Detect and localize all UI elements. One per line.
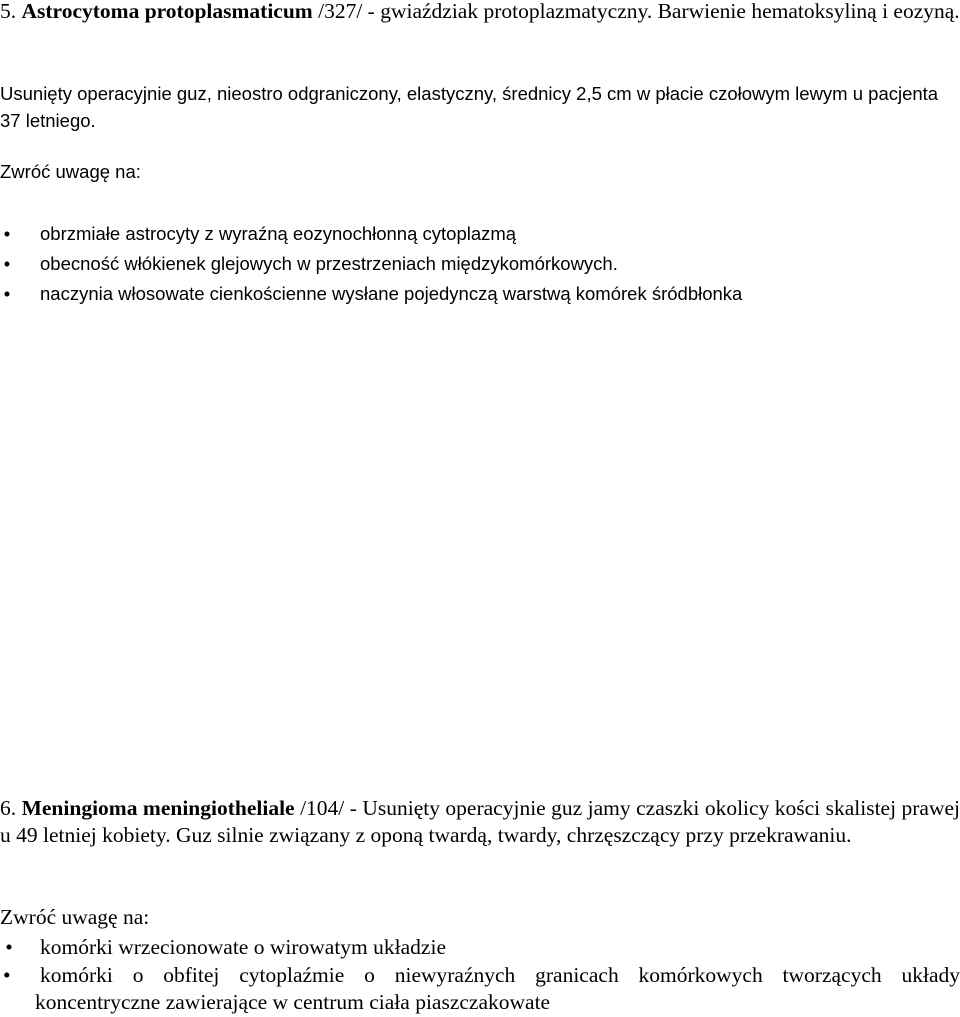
section-5-note-heading: Zwróć uwagę na: xyxy=(0,161,141,182)
section-5-description: gwiaździak protoplazmatyczny. Barwienie hematoksyliną i eozyną. xyxy=(380,0,960,23)
section-6-note-heading: Zwróć uwagę na: xyxy=(0,905,150,929)
list-item xyxy=(0,962,960,1016)
bullet-icon: • xyxy=(5,935,13,959)
list-item xyxy=(0,932,960,962)
section-5-bullet-list xyxy=(0,219,960,309)
section-6-heading xyxy=(0,795,960,849)
bullet-text: komórki wrzecionowate o wirowatym układzie xyxy=(40,935,446,959)
list-item xyxy=(0,219,960,249)
section-5-ref: /327/ - xyxy=(318,0,375,23)
section-5-history: Usunięty operacyjnie guz, nieostro odgraniczony, elastyczny, średnicy 2,5 cm w płacie czołowym lewym u pacjenta 37 letniego. xyxy=(0,83,939,131)
section-6-ref: /104/ - xyxy=(300,796,357,820)
section-5-title: Astrocytoma protoplasmaticum xyxy=(21,0,313,23)
bullet-text-content: komórki o obfitej cytoplaźmie o niewyraźnych granicach komórkowych tworzących układy koncentryczne zawierające w centrum ciała piaszczakowate xyxy=(35,963,960,1014)
list-item xyxy=(0,279,960,309)
bullet-icon: • xyxy=(3,283,11,304)
list-item xyxy=(0,249,960,279)
bullet-icon: • xyxy=(3,963,11,987)
section-6-bullet-list xyxy=(0,932,960,1016)
bullet-text: obrzmiałe astrocyty z wyraźną eozynochłonną cytoplazmą xyxy=(40,223,517,244)
bullet-text: obecność włókienek glejowych w przestrzeniach międzykomórkowych. xyxy=(40,253,618,274)
section-6-description: Usunięty operacyjnie guz jamy czaszki okolicy kości skalistej prawej u 49 letniej kobiety. Guz silnie związany z oponą twardą, twardy, chrzęszczący przy przekrawaniu. xyxy=(0,796,960,847)
bullet-icon: • xyxy=(3,253,11,274)
section-5-heading xyxy=(0,0,960,25)
section-6-number: 6. xyxy=(0,796,17,820)
section-6-title: Meningioma meningiotheliale xyxy=(21,796,295,820)
section-5-number: 5. xyxy=(0,0,17,23)
bullet-icon: • xyxy=(3,223,11,244)
bullet-text xyxy=(0,962,960,1016)
bullet-text: naczynia włosowate cienkościenne wysłane pojedynczą warstwą komórek śródbłonka xyxy=(40,283,743,304)
